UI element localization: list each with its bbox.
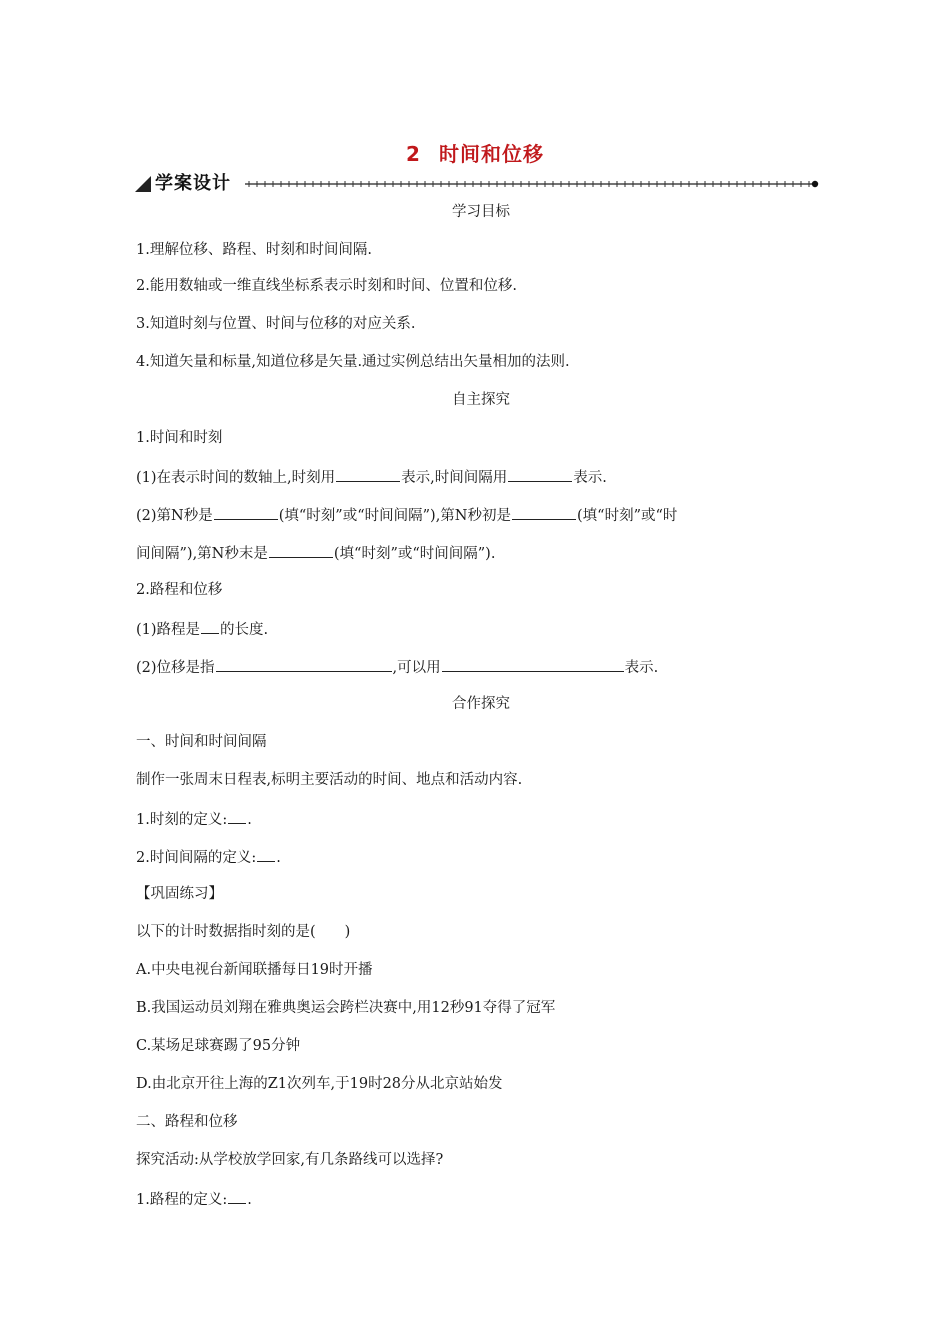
topic-time: 1.时间和时刻 — [136, 430, 223, 446]
definition-path: 1.路程的定义: . — [136, 1186, 826, 1224]
option-b: B.我国运动员刘翔在雅典奥运会跨栏决赛中,用12秒91夺得了冠军 — [136, 1000, 556, 1016]
banner-end-dot-icon — [812, 181, 818, 187]
banner-decoration — [133, 172, 821, 196]
topic-path: 2.路程和位移 — [136, 582, 223, 598]
option-c: C.某场足球赛踢了95分钟 — [136, 1038, 301, 1054]
content — [136, 200, 826, 1224]
coop-subheading-1: 一、时间和时间间隔 — [136, 734, 267, 750]
fill-blank[interactable] — [228, 806, 246, 824]
fill-blank[interactable] — [216, 654, 392, 672]
practice-question: 以下的计时数据指时刻的是( ) — [136, 924, 351, 940]
coop-heading: 合作探究 — [452, 696, 510, 712]
coop-paragraph-1: 制作一张周末日程表,标明主要活动的时间、地点和活动内容. — [136, 772, 523, 788]
banner-wedge-icon — [135, 176, 151, 192]
goal-item: 1.理解位移、路程、时刻和时间间隔. — [136, 242, 372, 258]
question-2-cont: 间间隔”),第N秒末是 (填“时刻”或“时间间隔”). — [136, 540, 826, 578]
goal-item: 4.知道矢量和标量,知道位移是矢量.通过实例总结出矢量相加的法则. — [136, 354, 570, 370]
fill-blank[interactable] — [508, 464, 572, 482]
self-study-heading: 自主探究 — [452, 392, 510, 408]
option-d: D.由北京开往上海的Z1次列车,于19时28分从北京站始发 — [136, 1076, 503, 1092]
fill-blank[interactable] — [201, 616, 219, 634]
goals-heading: 学习目标 — [452, 204, 510, 220]
goal-item: 3.知道时刻与位置、时间与位移的对应关系. — [136, 316, 416, 332]
definition-moment: 1.时刻的定义: . — [136, 806, 826, 844]
question-4: (2)位移是指 ,可以用 表示. — [136, 654, 826, 692]
question-2: (2)第N秒是 (填“时刻”或“时间间隔”),第N秒初是 (填“时刻”或“时 — [136, 502, 826, 540]
fill-blank[interactable] — [228, 1186, 246, 1204]
title-number: 2 — [406, 142, 421, 166]
definition-interval: 2.时间间隔的定义: . — [136, 844, 826, 882]
section-banner — [133, 172, 821, 196]
title-text: 时间和位移 — [438, 142, 544, 166]
fill-blank[interactable] — [269, 540, 333, 558]
fill-blank[interactable] — [442, 654, 624, 672]
fill-blank[interactable] — [512, 502, 576, 520]
fill-blank[interactable] — [257, 844, 275, 862]
practice-label: 【巩固练习】 — [136, 886, 223, 902]
banner-label: 学案设计 — [155, 173, 231, 194]
fill-blank[interactable] — [214, 502, 278, 520]
page-title — [0, 138, 950, 167]
question-3: (1)路程是 的长度. — [136, 616, 826, 654]
option-a: A.中央电视台新闻联播每日19时开播 — [136, 962, 373, 978]
question-1: (1)在表示时间的数轴上,时刻用 表示,时间间隔用 表示. — [136, 464, 826, 502]
coop-subheading-2: 二、路程和位移 — [136, 1114, 238, 1130]
fill-blank[interactable] — [336, 464, 400, 482]
goal-item: 2.能用数轴或一维直线坐标系表示时刻和时间、位置和位移. — [136, 278, 517, 294]
coop-paragraph-2: 探究活动:从学校放学回家,有几条路线可以选择? — [136, 1152, 444, 1168]
